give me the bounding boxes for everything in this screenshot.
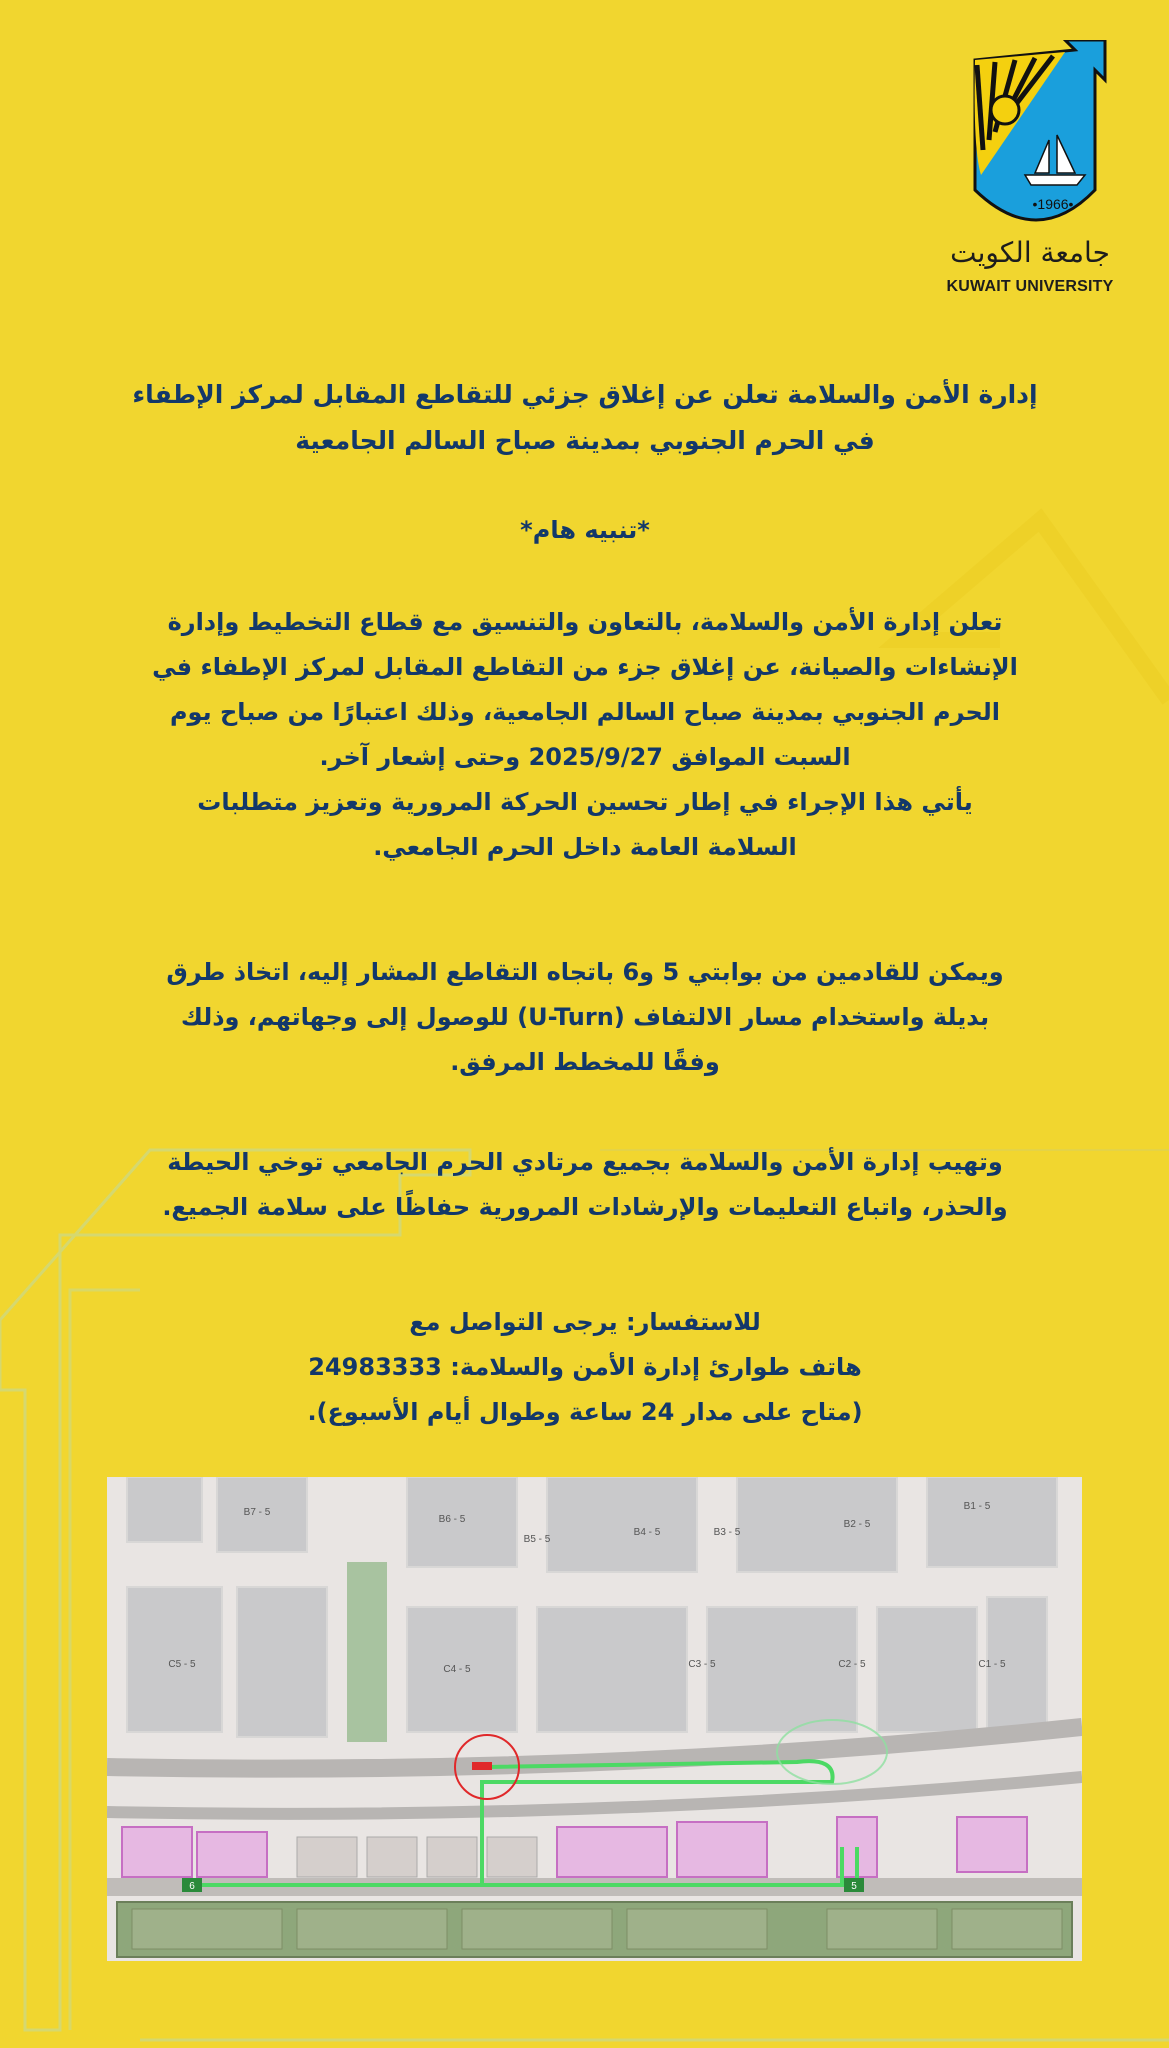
paragraph-line: الحرم الجنوبي بمدينة صباح السالم الجامعية، وذلك اعتبارًا من صباح يوم (169, 698, 1001, 726)
announcement-paragraph-3 (90, 1140, 1080, 1230)
paragraph-line: والحذر، واتباع التعليمات والإرشادات المرورية حفاظًا على سلامة الجميع. (162, 1193, 1008, 1221)
map-label: B2 - 5 (843, 1519, 871, 1530)
logo-year: •1966• (1032, 196, 1074, 212)
paragraph-line: ويمكن للقادمين من بوابتي 5 و6 باتجاه التقاطع المشار إليه، اتخاذ طرق (166, 958, 1004, 986)
important-alert: *تنبيه هام* (520, 516, 650, 544)
contact-line: هاتف طوارئ إدارة الأمن والسلامة: 24983333 (308, 1353, 862, 1381)
route-map-drawing (107, 1477, 1082, 1961)
university-logo (940, 40, 1120, 310)
map-label: C3 - 5 (688, 1659, 716, 1670)
paragraph-line: تعلن إدارة الأمن والسلامة، بالتعاون والتنسيق مع قطاع التخطيط وإدارة (167, 608, 1003, 636)
route-map (107, 1477, 1082, 1961)
announcement-paragraph-1 (90, 600, 1080, 870)
map-label: B5 - 5 (523, 1534, 551, 1545)
gate-5-label: 5 (851, 1881, 857, 1892)
paragraph-line: بديلة واستخدام مسار الالتفاف (U-Turn) للوصول إلى وجهاتهم، وذلك (180, 1003, 990, 1031)
contact-line: للاستفسار: يرجى التواصل مع (409, 1308, 761, 1336)
map-label: C2 - 5 (838, 1659, 866, 1670)
map-label: C4 - 5 (443, 1664, 471, 1675)
map-label: B4 - 5 (633, 1527, 661, 1538)
university-arabic-name: جامعة الكويت (950, 236, 1110, 269)
map-label: B6 - 5 (438, 1514, 466, 1525)
paragraph-line: وفقًا للمخطط المرفق. (450, 1048, 720, 1076)
gate-6-label: 6 (189, 1881, 195, 1892)
map-label: C5 - 5 (168, 1659, 196, 1670)
map-label: B7 - 5 (243, 1507, 271, 1518)
paragraph-line: يأتي هذا الإجراء في إطار تحسين الحركة المرورية وتعزيز متطلبات (197, 788, 973, 816)
contact-info (90, 1300, 1080, 1435)
announcement-paragraph-2 (90, 950, 1080, 1085)
map-label: C1 - 5 (978, 1659, 1006, 1670)
title-line: إدارة الأمن والسلامة تعلن عن إغلاق جزئي للتقاطع المقابل لمركز الإطفاء (132, 380, 1038, 409)
paragraph-line: الإنشاءات والصيانة، عن إغلاق جزء من التقاطع المقابل لمركز الإطفاء في (152, 653, 1018, 681)
paragraph-line: السبت الموافق 2025/9/27 وحتى إشعار آخر. (319, 743, 851, 771)
contact-line: (متاح على مدار 24 ساعة وطوال أيام الأسبوع). (307, 1398, 863, 1426)
announcement-title (90, 372, 1080, 464)
map-label: B3 - 5 (713, 1527, 741, 1538)
paragraph-line: السلامة العامة داخل الحرم الجامعي. (373, 833, 797, 861)
map-label: B1 - 5 (963, 1501, 991, 1512)
university-english-name: KUWAIT UNIVERSITY (946, 278, 1114, 295)
title-line: في الحرم الجنوبي بمدينة صباح السالم الجامعية (295, 426, 875, 455)
paragraph-line: وتهيب إدارة الأمن والسلامة بجميع مرتادي الحرم الجامعي توخي الحيطة (167, 1148, 1003, 1176)
